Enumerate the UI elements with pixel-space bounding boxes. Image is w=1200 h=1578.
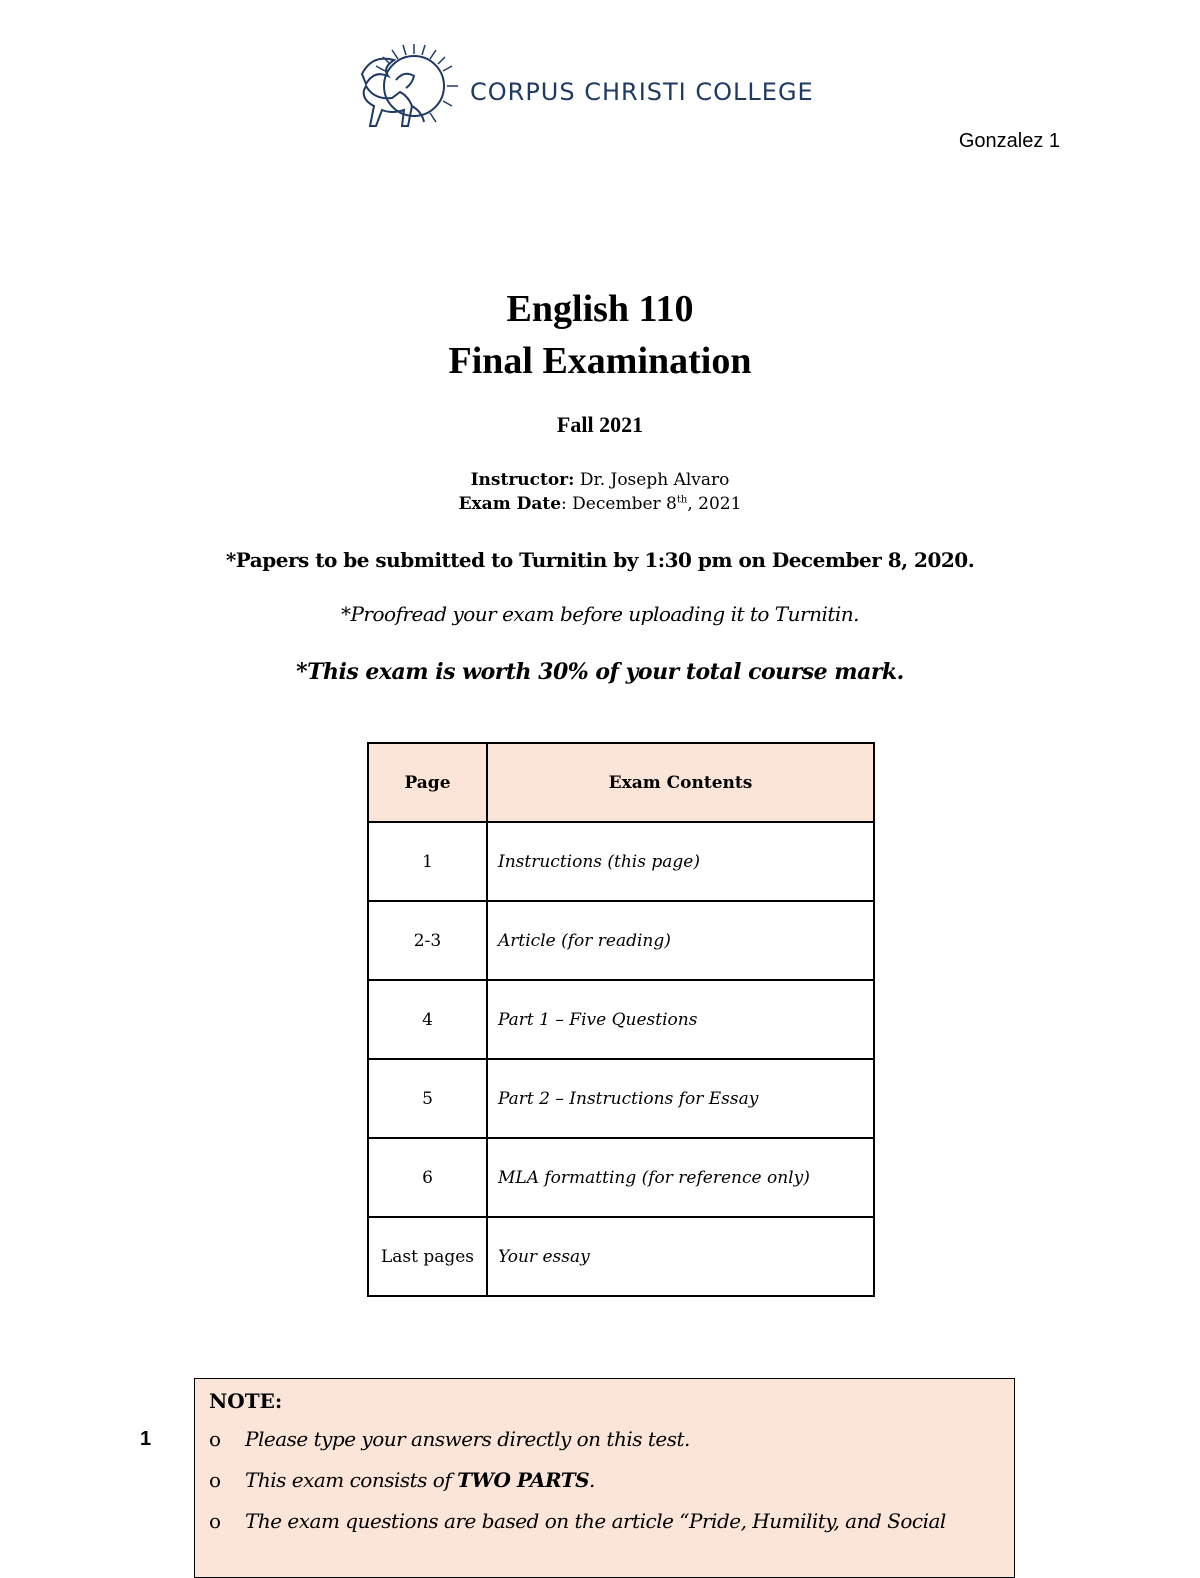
instructor-name: Dr. Joseph Alvaro (579, 470, 730, 490)
row-page: 4 (368, 980, 487, 1059)
row-content: Part 1 – Five Questions (487, 980, 874, 1059)
bullet-icon: o (209, 1468, 221, 1492)
row-content: Instructions (this page) (487, 822, 874, 901)
table-row (368, 822, 874, 901)
note-text: This exam consists of (245, 1468, 458, 1492)
exam-date-year: , 2021 (687, 494, 742, 514)
exam-date-line (0, 494, 1200, 514)
row-content: Your essay (487, 1217, 874, 1296)
exam-title (0, 283, 1200, 387)
note-item (209, 1427, 690, 1451)
table-row (368, 1138, 874, 1217)
proofread-notice: *Proofread your exam before uploading it to Turnitin. (340, 602, 860, 626)
row-content: Part 2 – Instructions for Essay (487, 1059, 874, 1138)
page-number: 1 (140, 1428, 152, 1450)
note-title: NOTE: (209, 1389, 283, 1413)
exam-date-value: : December 8 (561, 494, 677, 514)
table-row (368, 901, 874, 980)
note-item (209, 1468, 595, 1492)
griffin-sun-icon (352, 40, 464, 140)
row-content: MLA formatting (for reference only) (487, 1138, 874, 1217)
exam-date-label: Exam Date (458, 494, 562, 514)
table-row (368, 980, 874, 1059)
table-header-row (368, 743, 874, 822)
row-page: 6 (368, 1138, 487, 1217)
table-row (368, 1217, 874, 1296)
row-page: 1 (368, 822, 487, 901)
row-page: 5 (368, 1059, 487, 1138)
bullet-icon: o (209, 1509, 221, 1533)
note-text-suffix: . (589, 1468, 595, 1492)
course-title: English 110 (506, 288, 694, 330)
instructor-label: Instructor: (470, 470, 575, 490)
table-row (368, 1059, 874, 1138)
submission-notice: *Papers to be submitted to Turnitin by 1:30 pm on December 8, 2020. (225, 548, 975, 572)
exam-date-superscript: th (676, 494, 688, 506)
running-head: Gonzalez 1 (958, 130, 1060, 152)
exam-name: Final Examination (448, 340, 752, 382)
term: Fall 2021 (556, 412, 644, 437)
college-name: CORPUS CHRISTI COLLEGE (470, 78, 814, 106)
note-box (194, 1378, 1015, 1578)
worth-notice: *This exam is worth 30% of your total course mark. (296, 659, 904, 685)
note-text: The exam questions are based on the article “Pride, Humility, and Social (245, 1509, 946, 1533)
row-page: Last pages (368, 1217, 487, 1296)
note-item (209, 1509, 946, 1533)
note-emphasis: TWO PARTS (457, 1468, 590, 1492)
bullet-icon: o (209, 1427, 221, 1451)
college-logo (352, 40, 812, 140)
header-page: Page (368, 743, 487, 822)
row-content: Article (for reading) (487, 901, 874, 980)
note-text: Please type your answers directly on this test. (245, 1427, 690, 1451)
row-page: 2-3 (368, 901, 487, 980)
header-exam-contents: Exam Contents (487, 743, 874, 822)
instructor-line (0, 470, 1200, 490)
exam-contents-table (367, 742, 875, 1297)
